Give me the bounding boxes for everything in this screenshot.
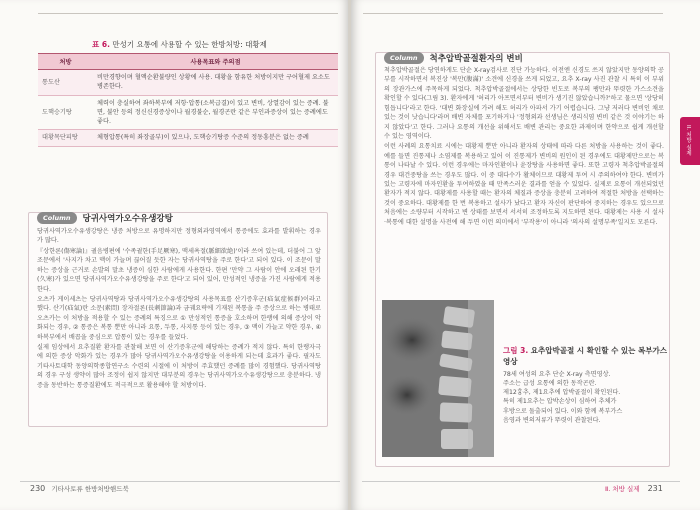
footer-rule [20,481,340,482]
table-row [38,95,338,130]
prescription-name: 대황목단피탕 [38,130,93,146]
column-body [37,227,321,423]
column-body [384,66,664,296]
column-title: 당귀사역가오수유생강탕 [82,214,173,224]
column-badge: Column [37,212,77,224]
figure-number: 그림 3. [503,346,529,355]
table-caption-text: 만성기 요통에 사용할 수 있는 한방처방: 대황제 [112,40,267,49]
column-paragraph: 척추압박골절은 당연하게도 단순 X-ray검사로 진단 가능하다. 이전엔 신경도 쓰지 않았지만 동양의학 공부를 시작하면서 복진상 '복만(腹滿)' 소견에 신경을 쓰게 되었고, 요추 X-ray 사진 관찰 시 특히 이 부위의 장관가스에 주목하게 되었다. 척추압박골절에서는 상당한 빈도로 복부의 팽만과 뚜렷한 가스소견을 확인할 수 있다(그림 3). 환자에게 '허리가 아프면서부터 변비가 생기진 않았습니까?'하고 물으면 '상당히 힘듭니다'라고 한다. '대변 화장실에 가려 해도 허리가 아파서 가기 어렵습니다. 그냥 저러다 변비인 채로 있는 것이 낫습니다'라며 배변 자체를 포기하거나 '정형외과 선생님은 생리식염 변비 같은 것 이야기는 하지 않았다'고 한다. 그러나 요통의 개선을 위해서도 배변 관리는 중요한 과제이며 한약으로 쉽게 개선할 수 있는 영역이다. [384,67,664,140]
xray-graphic [382,300,494,457]
section-title: Ⅱ. 처방 실제 [605,485,640,493]
prescription-name: 통도산 [38,70,93,96]
lumbar-xray-image [382,300,494,457]
herbal-prescription-table [38,53,338,147]
book-title: 기타사토류 한방처방핸드북 [51,485,129,493]
table-row [38,130,338,146]
table-row [38,70,338,96]
page-number: 230 [30,484,46,493]
column-paragraph: 이런 사례의 요통치료 시에는 대황제 뿐만 아니라 환자의 상태에 따라 다른 처방을 사용하는 것이 좋다. 예를 들면 진통제나 소염제를 복용하고 있어 이 진통제가 변비의 원인이 된 경우에도 대황제만으로는 복통이 나타날 수 있다. 이런 경우에는 마자인환이나 윤장탕을 사용하면 좋다. 또한 고령자 척추압박골절의 경우 대건중탕을 쓰는 경우도 많다. 이 중 대다수가 활체이므로 대황제 투여 시 주의하여야 한다. 변비가 있는 고령자에 마자인환을 투여하였을 때 만족스러운 결과를 얻을 수 있었다. 실제로 요통이 개선되었던 환자가 적지 않다. 대황제를 사용할 때는 환자의 체질과 증상을 충분히 고려하여 적절한 처방을 선택하는 것이 중요하다. 대황제를 한 번 복용하고 설사가 났다고 환자 자신이 판단하여 중지하는 경우도 있으므로 처음에는 소량부터 시작하고 변 상태를 보면서 서서히 조정하도록 지도하면 된다. 대황제는 사용 시 설사·복통에 대한 설명을 사전에 해 두면 이런 의미에서 '부작용'이 아니라 '의사의 설명부족'일지도 모른다. [384,143,664,226]
column-paragraph: 오츠카 게이세츠는 당귀사역탕과 당귀사역가오수유생강탕의 사용목표를 산기증후군(疝氣症候群)이라고 했다. 산기(疝氣)란 소문(素問) 장자절론(長刺節論)과 금궤요략에 기재된 복통을 주 증상으로 하는 병태로 오츠카는 이 처방을 적용할 수 있는 증례의 특징으로 ① 만성적인 통증을 호소하며 한랭에 의해 증상이 악화되는 경우, ② 통증은 복통 뿐만 아니라 요통, 두통, 사지통 등이 있는 경우, ③ 맥이 가늘고 약한 경우, ④ 하복부에서 배꼽을 중심으로 압통이 있는 경우를 들었다. [37,295,321,341]
column-paragraph: 실제 임상에서 요추질환 환자를 관찰해 보면 이 산기증후군에 해당하는 증례가 적지 않다. 특히 한랭자극에 의한 증상 악화가 있는 경우가 많아 당귀사역가오수유생강탕을 이용하게 되는데 효과가 좋다. 필자도 기타사토대학 동양의학종합연구소 수련의 시절에 이 처방이 주효했던 증례를 많이 경험했다. 당귀사역탕의 경우 구성 생약이 많아 조정이 쉽지 않지만 대부분의 경우는 당귀사역가오수유생강탕으로 충분하다. 냉증을 동반하는 통증질환에도 적극적으로 활용해야 할 처방이다. [37,344,321,389]
left-page [0,0,349,510]
column-box-danggui [28,212,328,427]
column-paragraph: 당귀사역가오수유생강탕은 냉증 처방으로 유명하지만 정형외과영역에서 통증에도 효과를 발휘하는 경우가 많다. [37,228,321,245]
column-paragraph: 『상한론(傷寒論)』궐음병편에 '수족궐한(手足厥寒), 맥세욕절(脈細欲絶)'이라 쓰여 있는데, 더불어 그 앞 조문에서 '사지가 차고 맥이 가늘며 끊어질 듯한 자는 당귀사역탕을 주로 한다'고 되어 있다. 이 조문이 말하는 증상을 근거로 손발의 말초 냉증이 심한 사람에게 사용한다. 한편 '만약 그 사람이 안에 오래된 한기(久寒)가 있으면 당귀사역가오수유생강탕을 주로 한다'고 되어 있어, 만성적인 냉증을 가진 사람에게 적용한다. [37,247,321,293]
prescription-desc: 체형압통(특히 좌장골부)이 있으나, 도핵승기탕증 수준의 정동흥분은 없는 증례 [93,130,338,146]
footer-rule [362,481,680,482]
chapter-side-tab [680,117,700,165]
right-footer [605,484,667,493]
figure-title [503,345,673,368]
column-title: 척추압박골절환자의 변비 [429,54,523,64]
top-rule [363,13,663,14]
left-footer [30,484,129,493]
figure-caption-line: 78세 여성의 요추 단순 X-ray 측면영상. [503,370,611,378]
table-header-prescription: 처방 [38,54,93,70]
page-number: 231 [647,484,663,493]
column-badge: Column [384,52,424,64]
side-tab-label: II. 처방 실제 [685,125,691,156]
figure-caption [503,345,673,425]
prescription-name: 도핵승기탕 [38,95,93,130]
figure-caption-line: 제12흉추, 제1요추에 압박골절이 확인된다. [503,389,621,397]
column-header [384,52,523,64]
figure-caption-line: 주소는 급성 요통에 의한 동작곤란. [503,379,597,387]
figure-caption-line: 후방으로 돌출되어 있다. 이와 함께 복부가스 [503,407,623,415]
figure-caption-line: 특히 제1요추는 압박손상이 심하여 추체가 [503,398,617,406]
figure-caption-line: 음영과 변의저류가 뚜렷이 관찰된다. [503,416,601,424]
table-header-usage: 사용목표와 주의점 [93,54,338,70]
prescription-desc: 비만경향이며 혈액순환불량인 상황에 사용. 대황을 함유한 처방이지만 구어혈제 요소도 병존한다. [93,70,338,96]
table-header-row [38,54,338,70]
prescription-desc: 체력이 충실하여 좌하복부에 저항·압통(소복급결)이 있고 변비, 상열감이 있는 증례. 불면, 불안 등의 정신신경증상이나 월경불순, 월경곤란 같은 부인과증상이 있는 증례에도 좋다. [93,95,338,130]
table-number: 표 6. [92,40,110,49]
top-rule [38,13,338,14]
table-caption [92,39,342,50]
column-header [37,212,173,224]
figure-title-text: 요추압박골절 시 확인할 수 있는 복부가스 영상 [503,346,668,367]
